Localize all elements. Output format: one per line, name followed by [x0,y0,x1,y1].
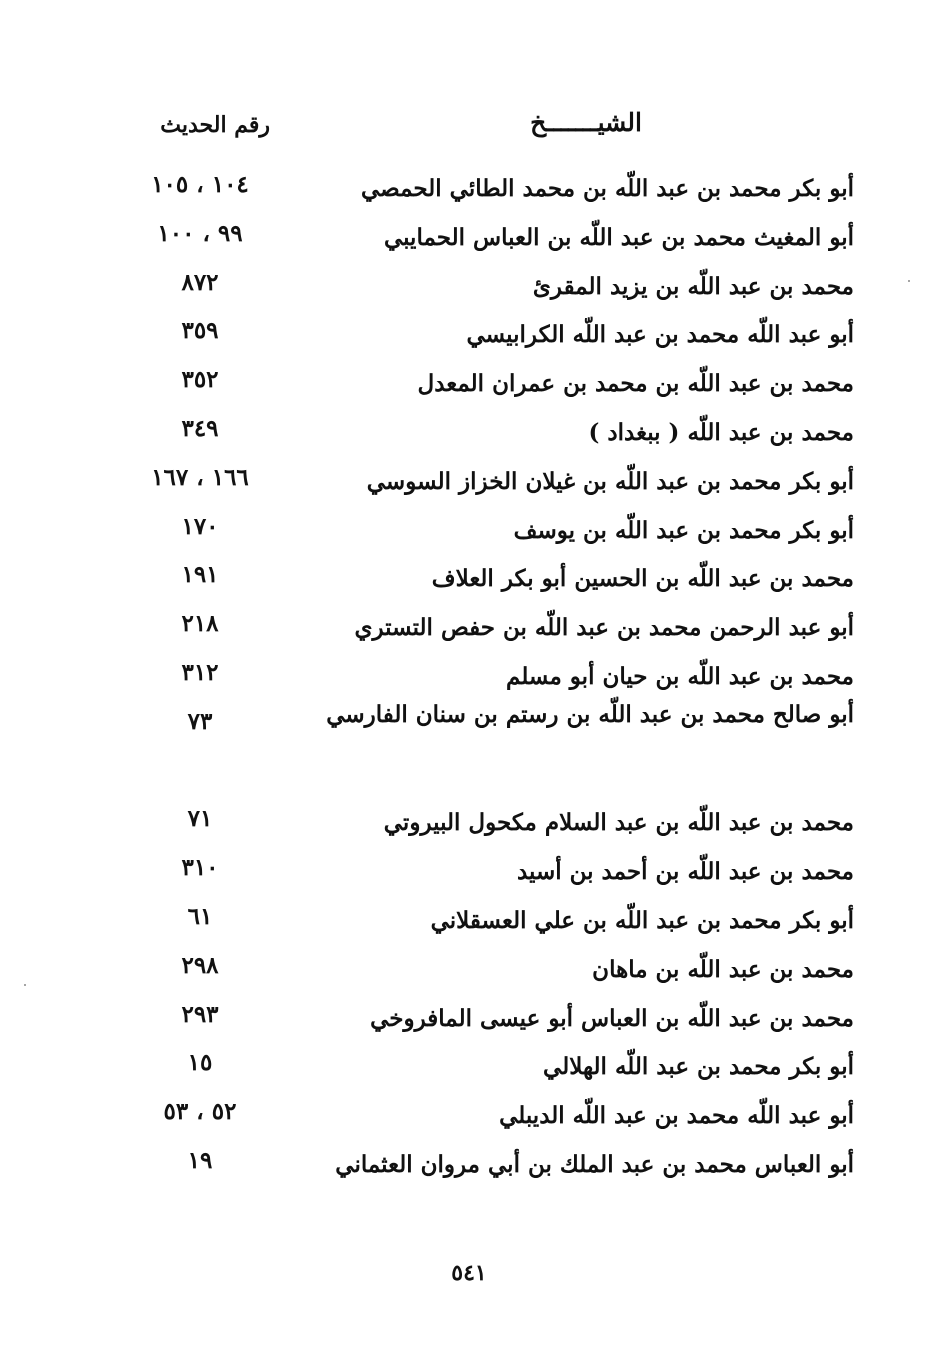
page-number: ٥٤١ [451,1260,487,1286]
list-item [0,791,938,840]
sheikh-name: محمد بن عبد اللّه ( ببغداد ) [588,418,854,446]
sheikh-name: محمد بن عبد اللّه بن ماهان [592,955,854,983]
hadith-numbers: ١٠٤ ، ١٠٥ [151,171,249,198]
hadith-numbers: ٣٥٢ [181,366,219,394]
hadith-numbers: ١٥ [187,1049,213,1077]
list-item [0,450,938,499]
hadith-numbers: ١٩ [187,1146,213,1174]
table-header [0,108,938,148]
sheikh-name: أبو بكر محمد بن عبد اللّه بن يوسف [513,516,854,544]
list-item [0,547,938,596]
sheikh-name: أبو عبد اللّه محمد بن عبد اللّه الكرابيسي [466,321,854,349]
hadith-numbers: ٣١٢ [181,658,219,686]
sheikh-name: أبو بكر محمد بن عبد اللّه بن غيلان الخزاز السوسي [366,467,854,495]
hadith-numbers: ٣٤٩ [181,414,219,442]
sheikh-name: أبو المغيث محمد بن عبد اللّه بن العباس الحمايبي [383,223,854,251]
sheikh-name: محمد بن عبد اللّه بن العباس أبو عيسى المافروخي [370,1004,854,1032]
list-item [0,206,938,255]
hadith-numbers: ٨٧٢ [181,268,219,296]
list-item [0,499,938,548]
list-item [0,255,938,304]
list-item [0,645,938,694]
list-item [0,401,938,450]
list-item [0,157,938,206]
sheikh-name: أبو بكر محمد بن عبد اللّه بن علي العسقلاني [430,906,854,934]
hadith-numbers: ٦١ [187,902,213,930]
sheikh-name: أبو بكر محمد بن عبد اللّه الهلالي [543,1053,854,1081]
hadith-numbers: ٣١٠ [181,854,219,882]
sheikh-name: أبو عبد اللّه محمد بن عبد اللّه الديبلي [499,1102,854,1130]
list-item [0,1035,938,1084]
list-item [0,889,938,938]
sheikh-name: محمد بن عبد اللّه بن حيان أبو مسلم [506,662,854,690]
hadith-numbers: ٩٩ ، ١٠٠ [157,219,243,247]
sheikh-name: محمد بن عبد اللّه بن محمد بن عمران المعدل [417,370,854,398]
list-item [0,1084,938,1133]
sheikh-name: أبو بكر محمد بن عبد اللّه بن محمد الطائي الحمصي [360,175,854,202]
list-item [0,840,938,889]
sheikh-name: محمد بن عبد اللّه بن أحمد بن أسيد [516,858,854,886]
list-item [0,303,938,352]
sheikh-name: أبو صالح محمد بن عبد اللّه بن رستم بن سنان الفارسي [326,700,854,728]
sheikh-name: أبو عبد الرحمن محمد بن عبد اللّه بن حفص التستري [354,614,854,642]
sheikh-name: محمد بن عبد اللّه بن يزيد المقرئ [532,272,854,300]
hadith-numbers: ٧٣ [187,707,213,735]
scan-speck [24,984,26,986]
hadith-numbers: ٢٩٨ [181,951,219,979]
hadith-numbers: ٥٢ ، ٥٣ [163,1098,237,1126]
sheikh-name: محمد بن عبد اللّه بن عبد السلام مكحول البيروتي [383,809,854,837]
entries-list [0,157,938,1182]
scan-speck [908,280,910,282]
hadith-numbers: ١٧٠ [181,512,219,540]
hadith-numbers: ٢٩٣ [181,1000,219,1028]
hadith-numbers: ١٩١ [181,561,219,589]
sheikh-name: محمد بن عبد اللّه بن الحسين أبو بكر العلاف [431,565,854,593]
list-item [0,694,938,792]
column-header-sheikh: الشيـــــــخ [530,108,642,137]
column-header-hadith-number: رقم الحديث [160,112,270,138]
list-item [0,987,938,1036]
sheikh-name: أبو العباس محمد بن عبد الملك بن أبي مروان العثماني [335,1150,854,1178]
hadith-numbers: ١٦٦ ، ١٦٧ [151,463,249,491]
list-item [0,938,938,987]
list-item [0,596,938,645]
list-item [0,352,938,401]
hadith-numbers: ٣٥٩ [181,317,219,345]
hadith-numbers: ٢١٨ [181,610,219,638]
list-item [0,1133,938,1182]
hadith-numbers: ٧١ [187,805,213,833]
